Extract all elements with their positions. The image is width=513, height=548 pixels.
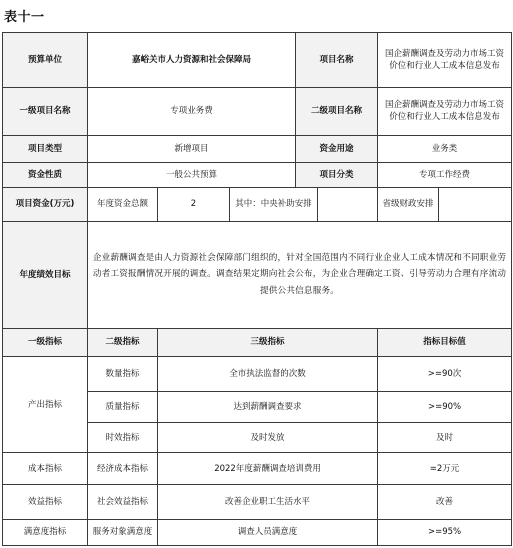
cost-indicator-target: =2万元 — [378, 453, 512, 484]
fund-nature-label: 资金性质 — [3, 163, 88, 188]
output-indicator-label: 产出指标 — [3, 357, 88, 453]
benefit-indicator-detail: 改善企业职工生活水平 — [158, 484, 378, 519]
quantity-indicator-target: >=90次 — [378, 357, 512, 392]
fund-nature-value: 一般公共预算 — [88, 163, 296, 188]
benefit-indicator-label: 效益指标 — [3, 484, 88, 519]
project-type-value: 新增项目 — [88, 135, 296, 162]
quality-indicator-detail: 达到薪酬调查要求 — [158, 391, 378, 422]
timeliness-indicator-target: 及时 — [378, 423, 512, 453]
level1-project-value: 专项业务费 — [88, 87, 296, 135]
service-satisfaction-indicator-label: 服务对象满意度 — [88, 519, 158, 546]
document-title: 表十一 — [4, 10, 45, 25]
header-level2-indicator: 二级指标 — [88, 328, 158, 356]
header-level1-indicator: 一级指标 — [3, 328, 88, 356]
quantity-indicator-detail: 全市执法监督的次数 — [158, 357, 378, 392]
fund-use-value: 业务类 — [378, 135, 512, 162]
economic-cost-indicator-label: 经济成本指标 — [88, 453, 158, 484]
cost-indicator-detail: 2022年度薪酬调查培训费用 — [158, 453, 378, 484]
project-category-label: 项目分类 — [296, 163, 378, 188]
project-fund-label: 项目资金(万元) — [3, 188, 88, 222]
satisfaction-indicator-label: 满意度指标 — [3, 519, 88, 546]
timeliness-indicator-label: 时效指标 — [88, 423, 158, 453]
budget-unit-label: 预算单位 — [3, 33, 88, 88]
quality-indicator-target: >=90% — [378, 391, 512, 422]
project-name-label: 项目名称 — [296, 33, 378, 88]
budget-unit-value: 嘉峪关市人力资源和社会保障局 — [88, 33, 296, 88]
performance-goal-table — [2, 32, 512, 546]
project-type-label: 项目类型 — [3, 135, 88, 162]
project-name-value: 国企薪酬调查及劳动力市场工资价位和行业人工成本信息发布 — [378, 33, 512, 88]
provincial-fund-label: 省级财政安排 — [378, 188, 439, 222]
level2-project-value: 国企薪酬调查及劳动力市场工资价位和行业人工成本信息发布 — [378, 87, 512, 135]
provincial-fund-value — [439, 188, 512, 222]
level1-project-label: 一级项目名称 — [3, 87, 88, 135]
cost-indicator-label: 成本指标 — [3, 453, 88, 484]
annual-goal-text: 企业薪酬调查是由人力资源社会保障部门组织的，针对全国范围内不同行业企业人工成本情况和不同职业劳动者工资报酬情况开展的调查。调查结果定期向社会公布，为企业合理确定工资、引导劳动力合理有序流动提供公共信息服务。 — [88, 221, 512, 328]
central-subsidy-value — [318, 188, 378, 222]
level2-project-label: 二级项目名称 — [296, 87, 378, 135]
benefit-indicator-target: 改善 — [378, 484, 512, 519]
annual-goal-label: 年度绩效目标 — [3, 221, 88, 328]
annual-total-label: 年度资金总额 — [88, 188, 158, 222]
project-category-value: 专项工作经费 — [378, 163, 512, 188]
quantity-indicator-label: 数量指标 — [88, 357, 158, 392]
header-level3-indicator: 三级指标 — [158, 328, 378, 356]
header-target-value: 指标目标值 — [378, 328, 512, 356]
quality-indicator-label: 质量指标 — [88, 391, 158, 422]
timeliness-indicator-detail: 及时发放 — [158, 423, 378, 453]
satisfaction-indicator-target: >=95% — [378, 519, 512, 546]
satisfaction-indicator-detail: 调查人员满意度 — [158, 519, 378, 546]
central-subsidy-label: 其中：中央补助安排 — [230, 188, 318, 222]
social-benefit-indicator-label: 社会效益指标 — [88, 484, 158, 519]
annual-total-value: 2 — [158, 188, 230, 222]
fund-use-label: 资金用途 — [296, 135, 378, 162]
